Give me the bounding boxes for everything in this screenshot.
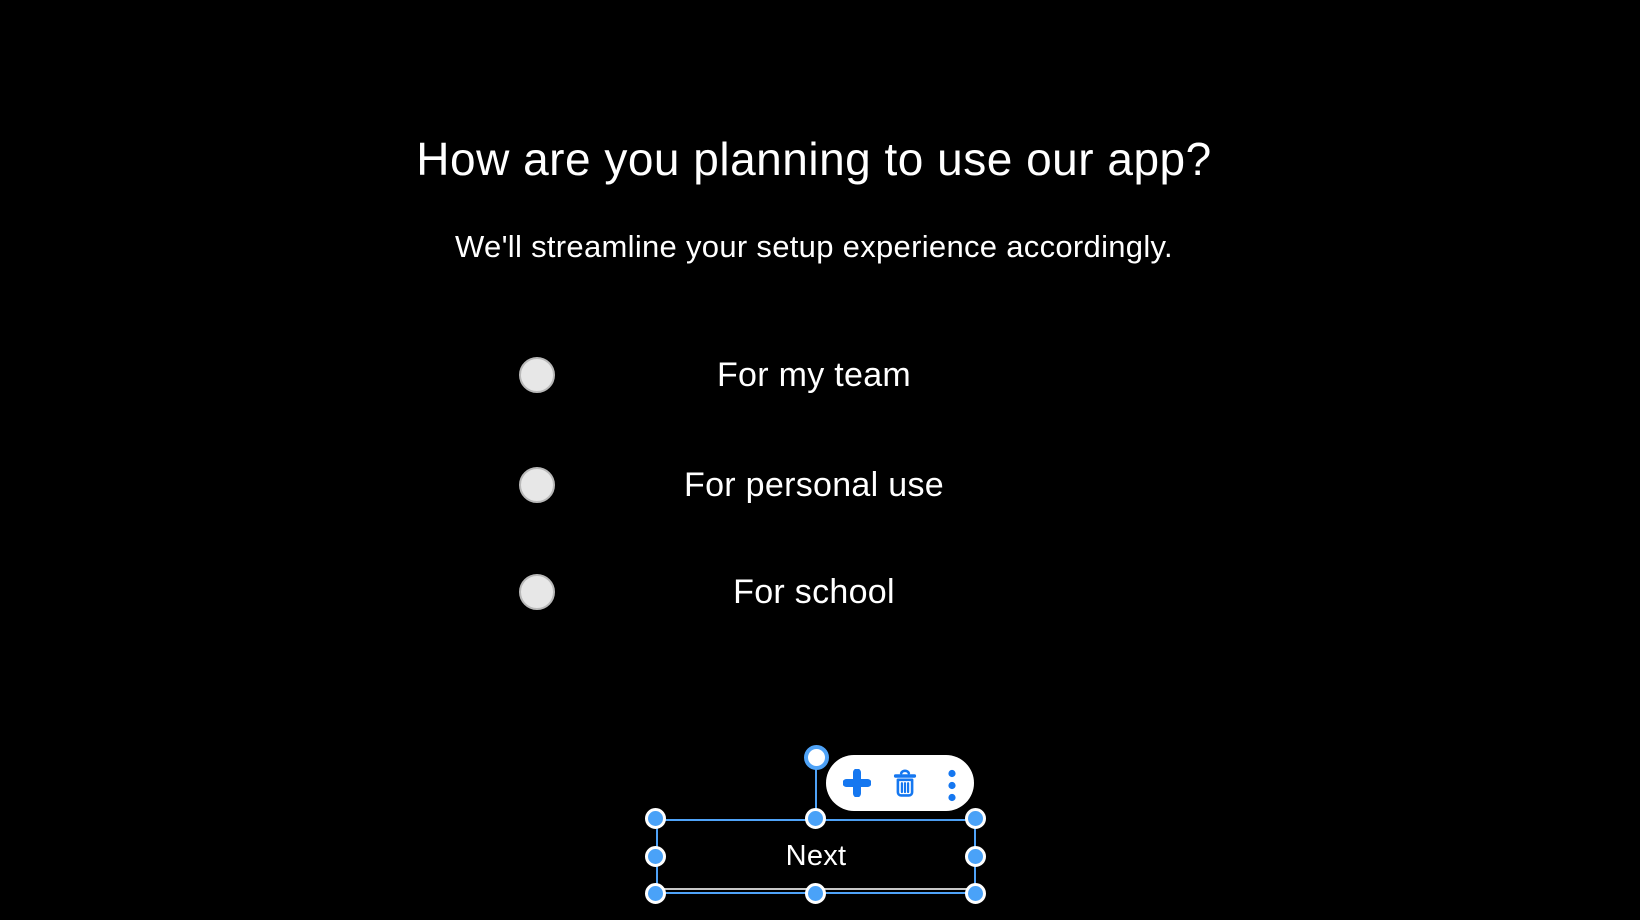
radio-button-icon[interactable] xyxy=(519,467,555,503)
delete-button[interactable] xyxy=(891,768,919,798)
option-for-school[interactable] xyxy=(0,570,1628,614)
resize-handle-middle-right[interactable] xyxy=(965,846,986,867)
resize-handle-top-left[interactable] xyxy=(645,808,666,829)
element-toolbar xyxy=(826,755,974,811)
option-label[interactable]: For my team xyxy=(716,356,912,394)
next-button[interactable]: Next xyxy=(658,821,974,892)
option-label[interactable]: For school xyxy=(733,573,895,611)
radio-button-icon[interactable] xyxy=(519,357,555,393)
more-options-button[interactable] xyxy=(947,769,957,803)
radio-button-icon[interactable] xyxy=(519,574,555,610)
resize-handle-top-right[interactable] xyxy=(965,808,986,829)
page-title: How are you planning to use our app? xyxy=(416,133,1212,185)
option-label[interactable]: For personal use xyxy=(684,466,944,504)
page-subtitle: We'll streamline your setup experience accordingly. xyxy=(455,229,1173,264)
add-button[interactable] xyxy=(843,769,871,797)
resize-handle-bottom-right[interactable] xyxy=(965,883,986,904)
resize-handle-bottom-left[interactable] xyxy=(645,883,666,904)
resize-handle-middle-left[interactable] xyxy=(645,846,666,867)
rotation-handle[interactable] xyxy=(804,745,829,770)
resize-handle-bottom-center[interactable] xyxy=(805,883,826,904)
add-icon xyxy=(843,769,871,797)
delete-icon xyxy=(891,768,919,798)
more-options-icon xyxy=(947,769,957,803)
option-for-my-team[interactable] xyxy=(0,353,1628,397)
resize-handle-top-center[interactable] xyxy=(805,808,826,829)
option-for-personal-use[interactable] xyxy=(0,463,1628,507)
